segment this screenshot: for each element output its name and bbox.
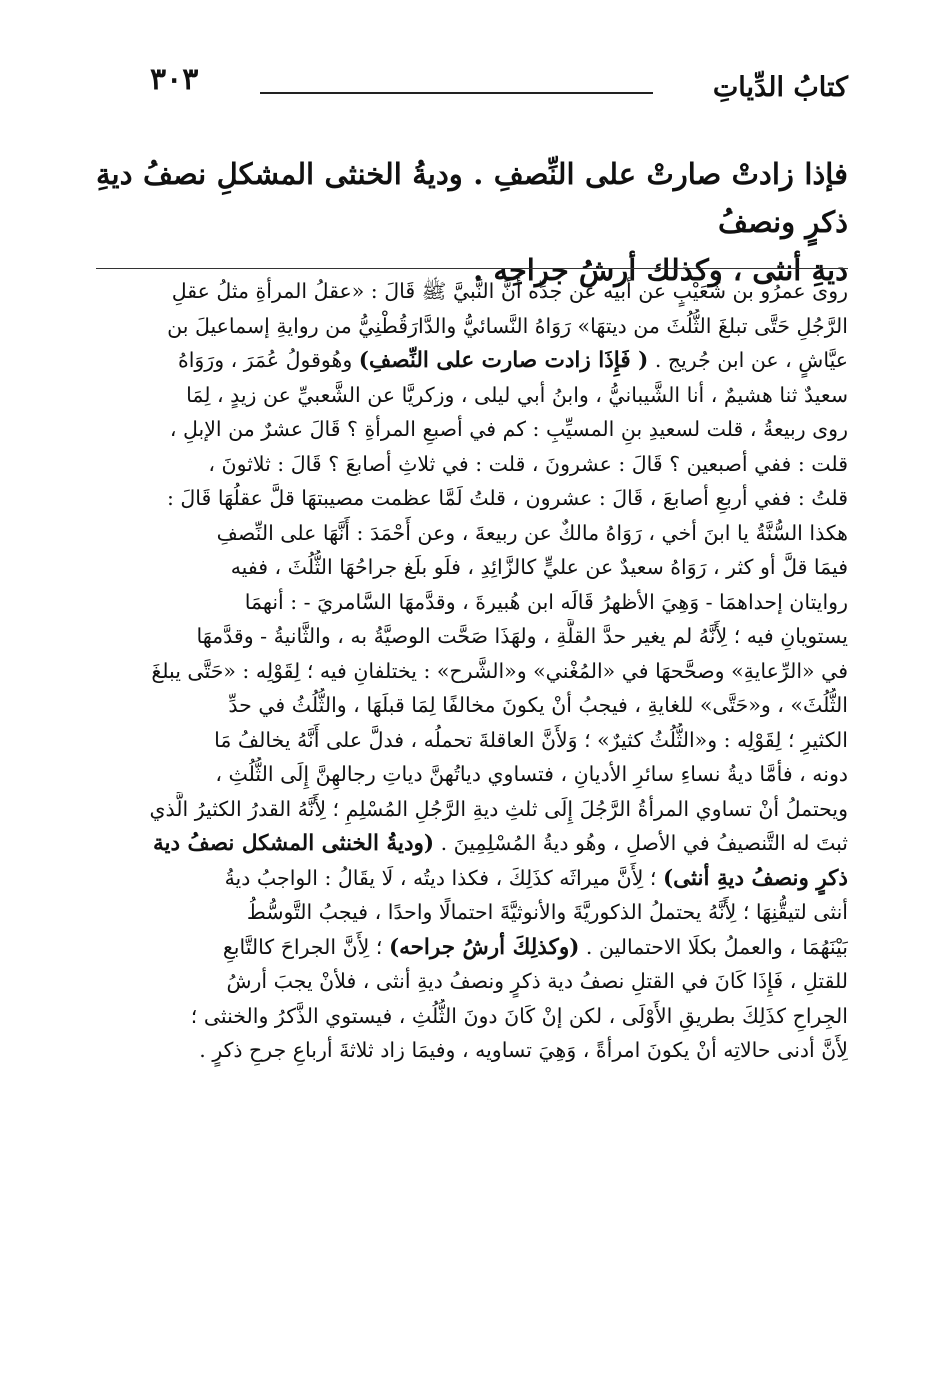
commentary-line: يستويانِ فيه ؛ لِأَنَّهُ لم يغير حدَّ القلَّةِ ، ولهَذَا صَحَّت الوصيَّةُ به ، والثَّانيةُ - وقدَّمهَا [196,624,848,648]
commentary-line: قلت : ففي أصبعين ؟ قَالَ : عشرونَ ، قلت : في ثلاثِ أصابعَ ؟ قَالَ : ثلاثونَ ، [208,451,848,476]
commentary [96,268,848,1068]
commentary-line [96,343,848,378]
commentary-line: روى عمرُو بن شُعَيْبٍ عن أبيه عن جدِّه أنَّ النَّبيَّ ﷺ قَالَ : «عقلُ المرأةِ مثلُ عقلِ [171,279,848,303]
commentary-text: ؛ لِأَنَّ ميراثَه كذَلِكَ ، فكذا ديتُه ، لَا يقَالُ : الواجبُ ديةُ [224,865,657,890]
commentary-text: عيَّاشٍ ، عن ابن جُريج . [654,348,848,372]
commentary-line: ويحتملُ أنْ تساوي المرأةُ الرَّجُلَ إِلَى ثلثِ ديةِ الرَّجُلِ المُسْلِمِ ؛ لِأَنَّهُ القدرُ الكثيرُ الَّذي [149,796,848,821]
commentary-line: روى ربيعةُ ، قلت لسعيدِ بنِ المسيِّبِ : كم في أصبعِ المرأةِ ؟ قَالَ عشرٌ من الإبلِ ، [169,417,848,441]
page-header [150,58,848,118]
page-number: ٣٠٣ [150,62,199,97]
commentary-line: الجِراحِ كذَلِكَ بطريقِ الأَوْلَى ، لكن إنْ كَانَ دونَ الثُّلُثِ ، فيستوي الذَّكرُ والخنثى ؛ [190,1003,848,1028]
commentary-line: الثُّلُثَ» ، و«حَتَّى» للغايةِ ، فيجبُ أنْ يكونَ مخالفًا لِمَا قبلَهَا ، والثُّلُثُ في حدِّ [228,693,848,717]
book-title: كتابُ الدِّياتِ [712,72,848,103]
header-rule [260,92,653,94]
commentary-line: الرَّجُلِ حَتَّى تبلغَ الثُّلُثَ من ديتهَا» رَوَاهُ النَّسائيُّ والدَّارَقُطْنِيُّ من روايةِ إسماعيلَ بن [167,313,848,338]
quoted-matn: ( فَإِذَا زادت صارت على النِّصفِ) [358,348,649,373]
commentary-line: فيمَا قلَّ أو كثر ، رَوَاهُ سعيدٌ عن عليٍّ كالزَّائِدِ ، فلَو بلَغ جراحُهَا الثُّلُثَ ، ففيه [230,555,848,579]
commentary-text: ثبتَ له التَّنصيفُ في الأصلِ ، وهُو ديةُ المُسْلِمِينَ . [440,831,848,855]
commentary-line: للقتلِ ، فَإِذَا كَانَ في القتلِ نصفُ دية ذكرٍ ونصفُ ديةِ أنثى ، فلأنْ يجبَ أرشُ [226,969,848,993]
commentary-line [96,861,848,896]
commentary-line: قلتُ : ففي أربعِ أصابعَ ، قَالَ : عشرون ، قلتُ لَمَّا عظمت مصيبتهَا قلَّ عقلُهَا قَالَ : [166,486,848,510]
main-text-line: فإذا زادتْ صارتْ على النِّصفِ . وديةُ الخنثى المشكلِ نصفُ ديةِ ذكرٍ ونصفُ [96,157,848,239]
commentary-line [96,826,848,861]
commentary-line: لِأَنَّ أدنى حالاتِه أنْ يكونَ امرأةً ، وَهِيَ تساويه ، وفيمَا زاد ثلاثةَ أرباعِ جرحِ ذكرٍ . [199,1038,848,1062]
main-text-line: ديةِ أنثى ، وكذلك أرشُ جراحِه . [473,253,848,287]
commentary-line: في «الرِّعايةِ» وصحَّحهَا في «المُغْني» و«الشَّرح» : يختلفانِ فيه ؛ لِقَوْلِه : «حَتَّى يبلغَ [151,658,848,683]
commentary-line: الكثيرِ ؛ لِقَوْلِه : و«الثُّلُثُ كثيرٌ» ؛ وَلأَنَّ العاقلةَ تحملُه ، فدلَّ على أَنَّهُ يخالفُ مَا [214,727,848,752]
commentary-text: ؛ لِأَنَّ الجراحَ كالتَّابعِ [222,934,383,959]
commentary-line: دونه ، فأمَّا ديةُ نساءِ سائرِ الأديانِ ، فتساوي دياتُهنَّ دياتِ رجالهِنَّ إِلَى الثُّلُثِ ، [215,762,848,786]
commentary-text: بَيْنَهُمَا ، والعملُ بكلَا الاحتمالين . [585,934,848,959]
quoted-matn: (وديةُ الخنثى المشكل نصفُ دية [152,831,435,856]
commentary-text: وهُوقولُ عُمَرَ ، ورَوَاهُ [177,348,353,372]
commentary-line: سعيدٌ ثنا هشيمٌ ، أنا الشَّيبانيُّ ، وابنُ أبي ليلى ، وزكريَّا عن الشَّعبيِّ عن زيدٍ ، لِمَا [186,382,848,407]
quoted-matn: (وكذلِكَ أرشُ جراحه) [388,934,580,960]
quoted-matn: ذكرٍ ونصفُ ديةِ أنثى) [662,865,848,891]
commentary-line: روايتان إحداهمَا - وَهِيَ الأظهرُ قَالَه ابن هُبيرةَ ، وقدَّمهَا السَّامريَ - : أنهمَا [244,589,848,614]
commentary-line: أنثى لتيقُّنِهَا ؛ لِأَنَّهُ يحتملُ الذكوريَّةَ والأنوثيَّةَ احتمالًا واحدًا ، فيجبُ التَّوسُّطُ [246,900,848,924]
commentary-line: هكذا السُّنَّةُ يا ابنَ أخي ، رَوَاهُ مالكٌ عن ربيعةَ ، وعن أَحْمَدَ : أَنَّهَا على النِّصفِ [216,520,848,545]
commentary-line [96,930,848,965]
